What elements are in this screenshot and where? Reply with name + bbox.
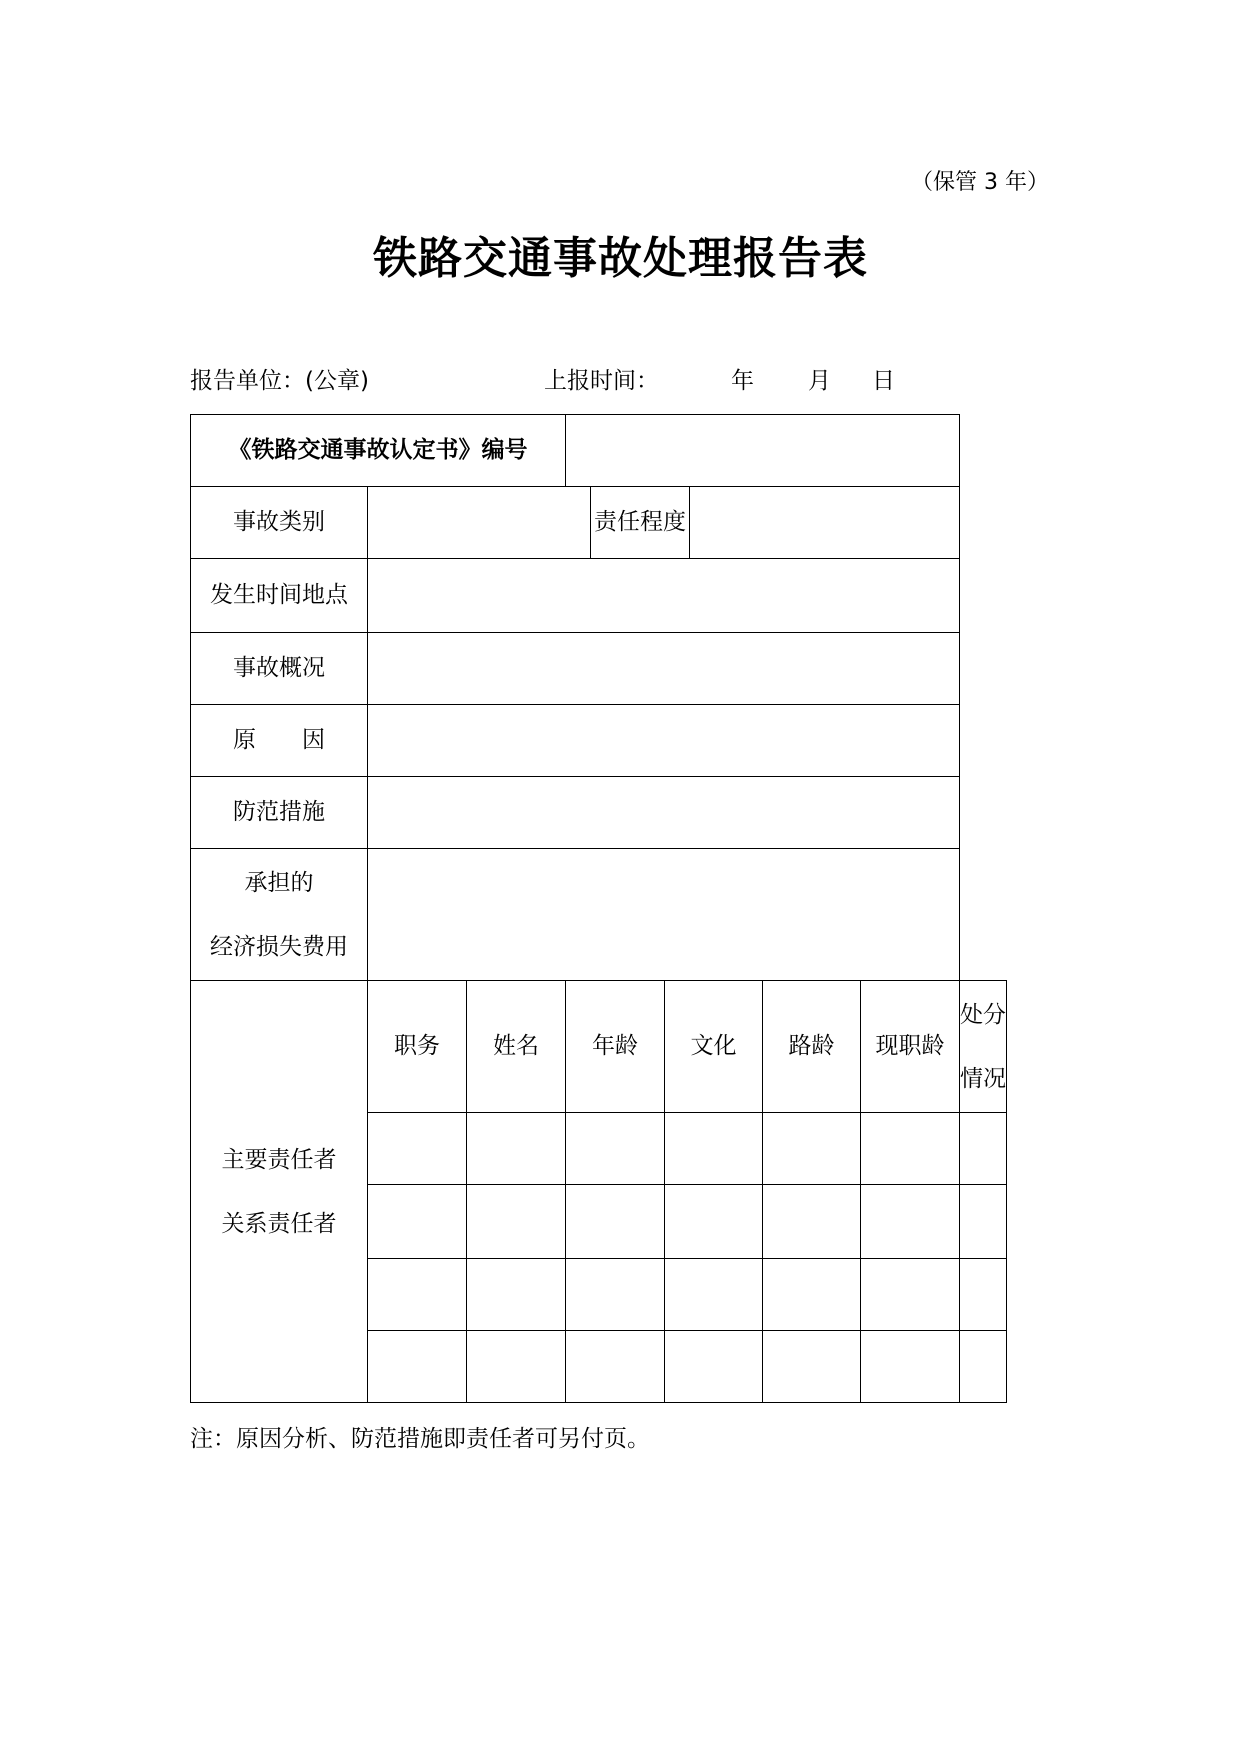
cell[interactable] (566, 1113, 665, 1185)
persons-label (191, 981, 368, 1403)
cell[interactable] (368, 1259, 467, 1331)
cell[interactable] (960, 1185, 1007, 1259)
cell[interactable] (467, 1331, 566, 1403)
category-field[interactable] (368, 487, 591, 559)
time-place-field[interactable] (368, 559, 960, 633)
cell[interactable] (665, 1259, 763, 1331)
cell[interactable] (960, 1113, 1007, 1185)
cell[interactable] (467, 1113, 566, 1185)
time-place-label: 发生时间地点 (191, 559, 368, 633)
category-label: 事故类别 (191, 487, 368, 559)
cell[interactable] (861, 1113, 960, 1185)
cell[interactable] (665, 1331, 763, 1403)
cell[interactable] (960, 1331, 1007, 1403)
cell[interactable] (368, 1331, 467, 1403)
cell[interactable] (763, 1259, 861, 1331)
footnote: 注：原因分析、防范措施即责任者可另付页。 (190, 1426, 650, 1452)
cause-label: 原 因 (191, 705, 368, 777)
cell[interactable] (368, 1185, 467, 1259)
col-header: 文化 (665, 981, 763, 1113)
cell[interactable] (566, 1331, 665, 1403)
persons-label-line1: 主要责任者 (221, 1146, 337, 1173)
measures-label: 防范措施 (191, 777, 368, 849)
loss-label (191, 849, 368, 981)
loss-label-line1: 承担的 (244, 869, 314, 896)
measures-field[interactable] (368, 777, 960, 849)
loss-field[interactable] (368, 849, 960, 981)
report-form-table (190, 414, 1007, 1403)
cell[interactable] (665, 1113, 763, 1185)
col-header: 姓名 (467, 981, 566, 1113)
loss-label-line2: 经济损失费用 (210, 933, 348, 960)
responsibility-label: 责任程度 (591, 487, 690, 559)
col-header: 职务 (368, 981, 467, 1113)
col-header: 路龄 (763, 981, 861, 1113)
cert-number-label: 《铁路交通事故认定书》编号 (191, 415, 566, 487)
responsibility-field[interactable] (690, 487, 960, 559)
cell[interactable] (861, 1331, 960, 1403)
month-label: 月 (808, 368, 831, 394)
cell[interactable] (467, 1185, 566, 1259)
cell[interactable] (368, 1113, 467, 1185)
cell[interactable] (763, 1185, 861, 1259)
cell[interactable] (861, 1259, 960, 1331)
year-label: 年 (731, 368, 754, 394)
cause-field[interactable] (368, 705, 960, 777)
cell[interactable] (467, 1259, 566, 1331)
overview-label: 事故概况 (191, 633, 368, 705)
cell[interactable] (566, 1185, 665, 1259)
report-unit-label: 报告单位：(公章) (190, 368, 369, 394)
col-header: 现职龄 (861, 981, 960, 1113)
cell[interactable] (763, 1331, 861, 1403)
cell[interactable] (960, 1259, 1007, 1331)
penalty-line2: 情况 (960, 1065, 1006, 1092)
cell[interactable] (665, 1185, 763, 1259)
page-title: 铁路交通事故处理报告表 (373, 233, 868, 284)
report-time-label: 上报时间： (544, 368, 659, 394)
cert-number-field[interactable] (566, 415, 960, 487)
cell[interactable] (763, 1113, 861, 1185)
cell[interactable] (861, 1185, 960, 1259)
persons-label-line2: 关系责任者 (221, 1210, 337, 1237)
day-label: 日 (872, 368, 895, 394)
overview-field[interactable] (368, 633, 960, 705)
cell[interactable] (566, 1259, 665, 1331)
col-header: 年龄 (566, 981, 665, 1113)
penalty-line1: 处分 (960, 1001, 1006, 1028)
retention-note: （保管 3 年） (911, 170, 1049, 195)
col-header-penalty (960, 981, 1007, 1113)
